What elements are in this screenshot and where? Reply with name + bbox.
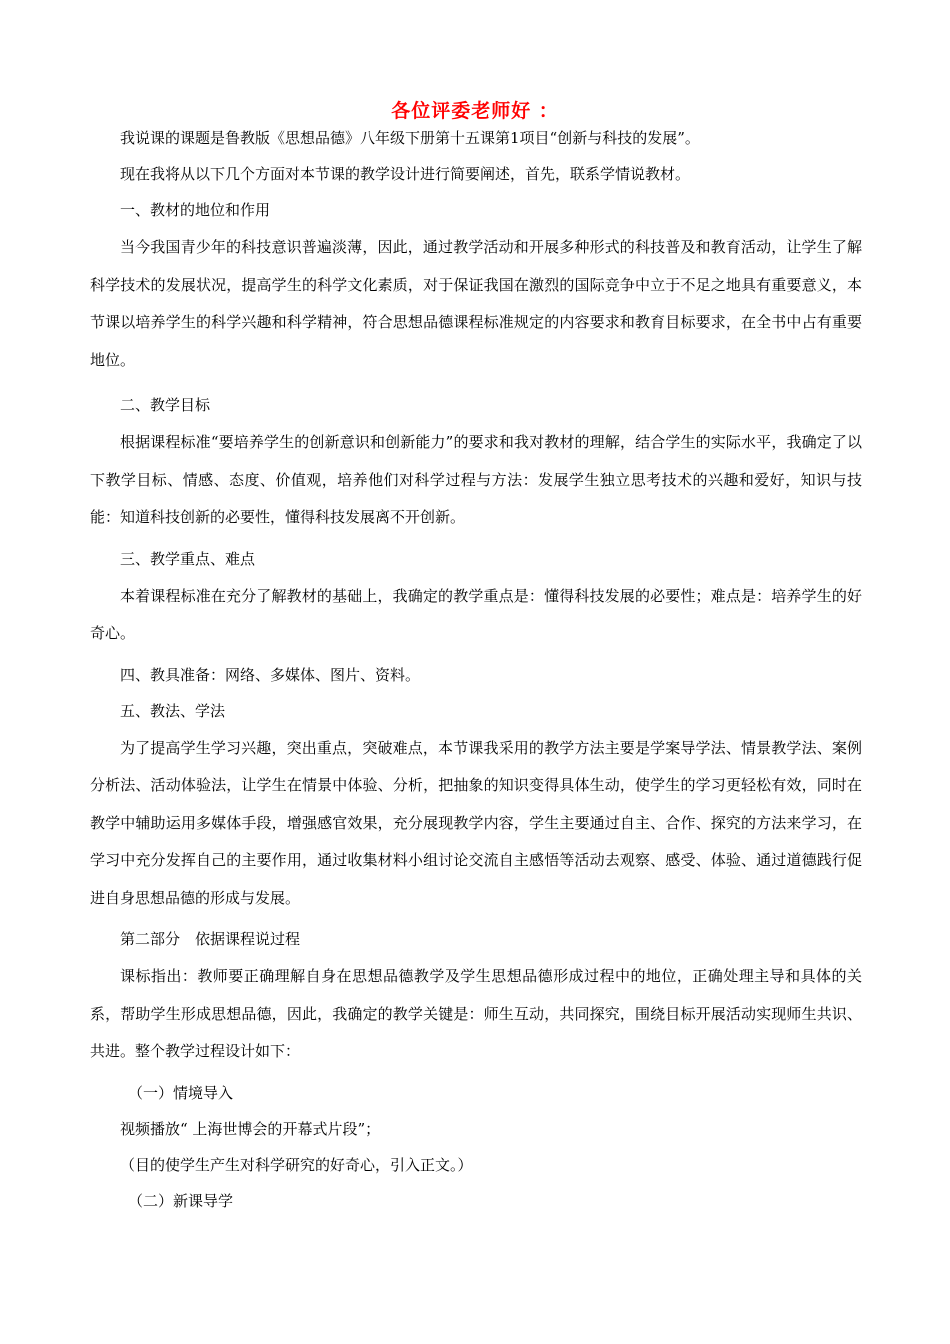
heading-teaching-aids: 四、教具准备：网络、多媒体、图片、资料。 (120, 665, 421, 684)
paragraph-video: 视频播放“ 上海世博会的开幕式片段”； (120, 1119, 381, 1138)
heading-new-lesson: （二）新课导学 (128, 1191, 234, 1210)
paragraph-methods: 为了提高学生学习兴趣，突出重点，突破难点，本节课我采用的教学方法主要是学案导学法、情景教学法、案例分析法、活动体验法，让学生在情景中体验、分析，把抽象的知识变得具体生动，使学生的学习更轻松有效，同时在教学中辅助运用多媒体手段，增强感官效果，充分展现教学内容，学生主要通过自主、合作、探究的方法来学习，在学习中充分发挥自己的主要作用，通过收集材料小组讨论交流自主感悟等活动去观察、感受、体验、通过道德践行促进自身思想品德的形成与发展。 (90, 738, 862, 907)
heading-methods: 五、教法、学法 (120, 701, 226, 720)
paragraph-key-points: 本着课程标准在充分了解教材的基础上，我确定的教学重点是：懂得科技发展的必要性；难点是：培养学生的好奇心。 (90, 586, 862, 642)
heading-teaching-goals: 二、教学目标 (120, 396, 211, 414)
document-body (90, 124, 862, 1215)
document-title: 各位评委老师好 ： (391, 100, 559, 122)
heading-part-two: 第二部分 依据课程说过程 (120, 930, 301, 948)
heading-textbook-role: 一、教材的地位和作用 (120, 201, 271, 219)
paragraph-intro: 我说课的课题是鲁教版《思想品德》八年级下册第十五课第1项目“创新与科技的发展”。 (120, 129, 700, 147)
paragraph-curriculum: 课标指出：教师要正确理解自身在思想品德教学及学生思想品德形成过程中的地位，正确处理主导和具体的关系，帮助学生形成思想品德，因此，我确定的教学关键是：师生互动，共同探究，围绕目标开展活动实现师生共识、共进。整个教学过程设计如下： (90, 967, 862, 1060)
heading-situation-intro: （一）情境导入 (128, 1083, 234, 1102)
paragraph-textbook-role: 当今我国青少年的科技意识普遍淡薄，因此，通过教学活动和开展多种形式的科技普及和教育活动，让学生了解科学技术的发展状况，提高学生的科学文化素质，对于保证我国在激烈的国际竞争中立于不足之地具有重要意义，本节课以培养学生的科学兴趣和科学精神，符合思想品德课程标准规定的内容要求和教育目标要求，在全书中占有重要地位。 (90, 238, 862, 369)
paragraph-teaching-goals: 根据课程标准“要培养学生的创新意识和创新能力”的要求和我对教材的理解，结合学生的实际水平，我确定了以下教学目标、情感、态度、价值观，培养他们对科学过程与方法：发展学生独立思考技术的兴趣和爱好，知识与技能：知道科技创新的必要性，懂得科技发展离不开创新。 (90, 433, 862, 526)
paragraph-overview: 现在我将从以下几个方面对本节课的教学设计进行简要阐述，首先，联系学情说教材。 (120, 165, 691, 183)
paragraph-purpose: （目的使学生产生对科学研究的好奇心，引入正文。） (120, 1155, 473, 1174)
heading-key-points: 三、教学重点、难点 (120, 549, 256, 568)
